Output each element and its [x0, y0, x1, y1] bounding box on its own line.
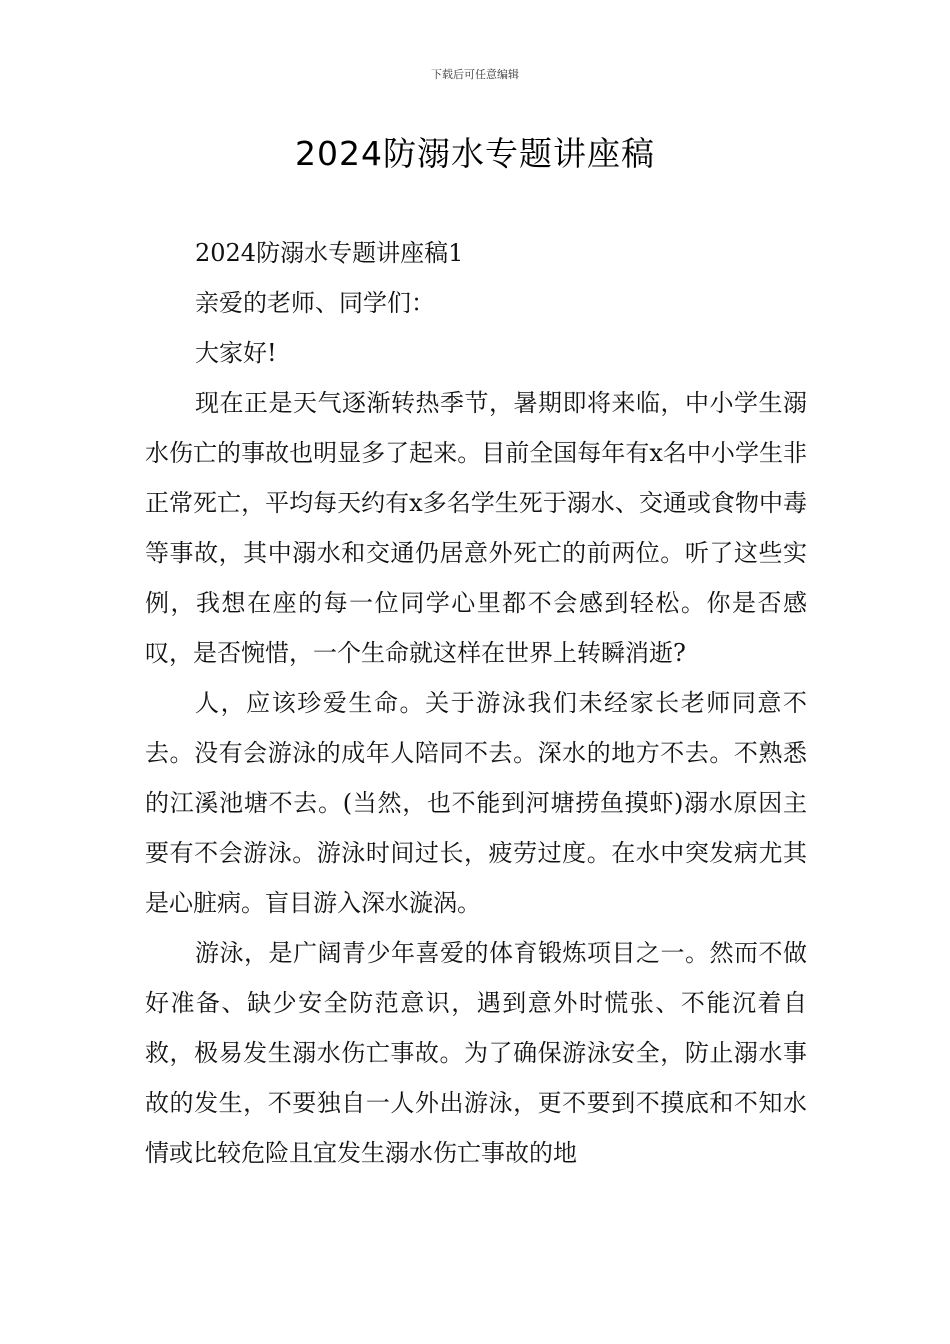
document-body: [145, 228, 807, 1178]
paragraph: 游泳，是广阔青少年喜爱的体育锻炼项目之一。然而不做好准备、缺少安全防范意识，遇到意外时慌张、不能沉着自救，极易发生溺水伤亡事故。为了确保游泳安全，防止溺水事故的发生，不要独自一人外出游泳，更不要到不摸底和不知水情或比较危险且宜发生溺水伤亡事故的地: [145, 939, 807, 1167]
header-note: 下载后可任意编辑: [431, 68, 519, 81]
document-title: 2024防溺水专题讲座稿: [295, 134, 655, 173]
paragraph-greeting: 亲爱的老师、同学们：: [195, 289, 435, 317]
paragraph-hello: 大家好!: [195, 339, 277, 367]
paragraph: 人，应该珍爱生命。关于游泳我们未经家长老师同意不去。没有会游泳的成年人陪同不去。深水的地方不去。不熟悉的江溪池塘不去。(当然，也不能到河塘捞鱼摸虾)溺水原因主要有不会游泳。游泳时间过长，疲劳过度。在水中突发病尤其是心脏病。盲目游入深水漩涡。: [145, 689, 807, 917]
paragraph-subtitle: 2024防溺水专题讲座稿1: [195, 239, 464, 267]
paragraph: 现在正是天气逐渐转热季节，暑期即将来临，中小学生溺水伤亡的事故也明显多了起来。目前全国每年有x名中小学生非正常死亡，平均每天约有x多名学生死于溺水、交通或食物中毒等事故，其中溺水和交通仍居意外死亡的前两位。听了这些实例，我想在座的每一位同学心里都不会感到轻松。你是否感叹，是否惋惜，一个生命就这样在世界上转瞬消逝?: [145, 389, 807, 667]
